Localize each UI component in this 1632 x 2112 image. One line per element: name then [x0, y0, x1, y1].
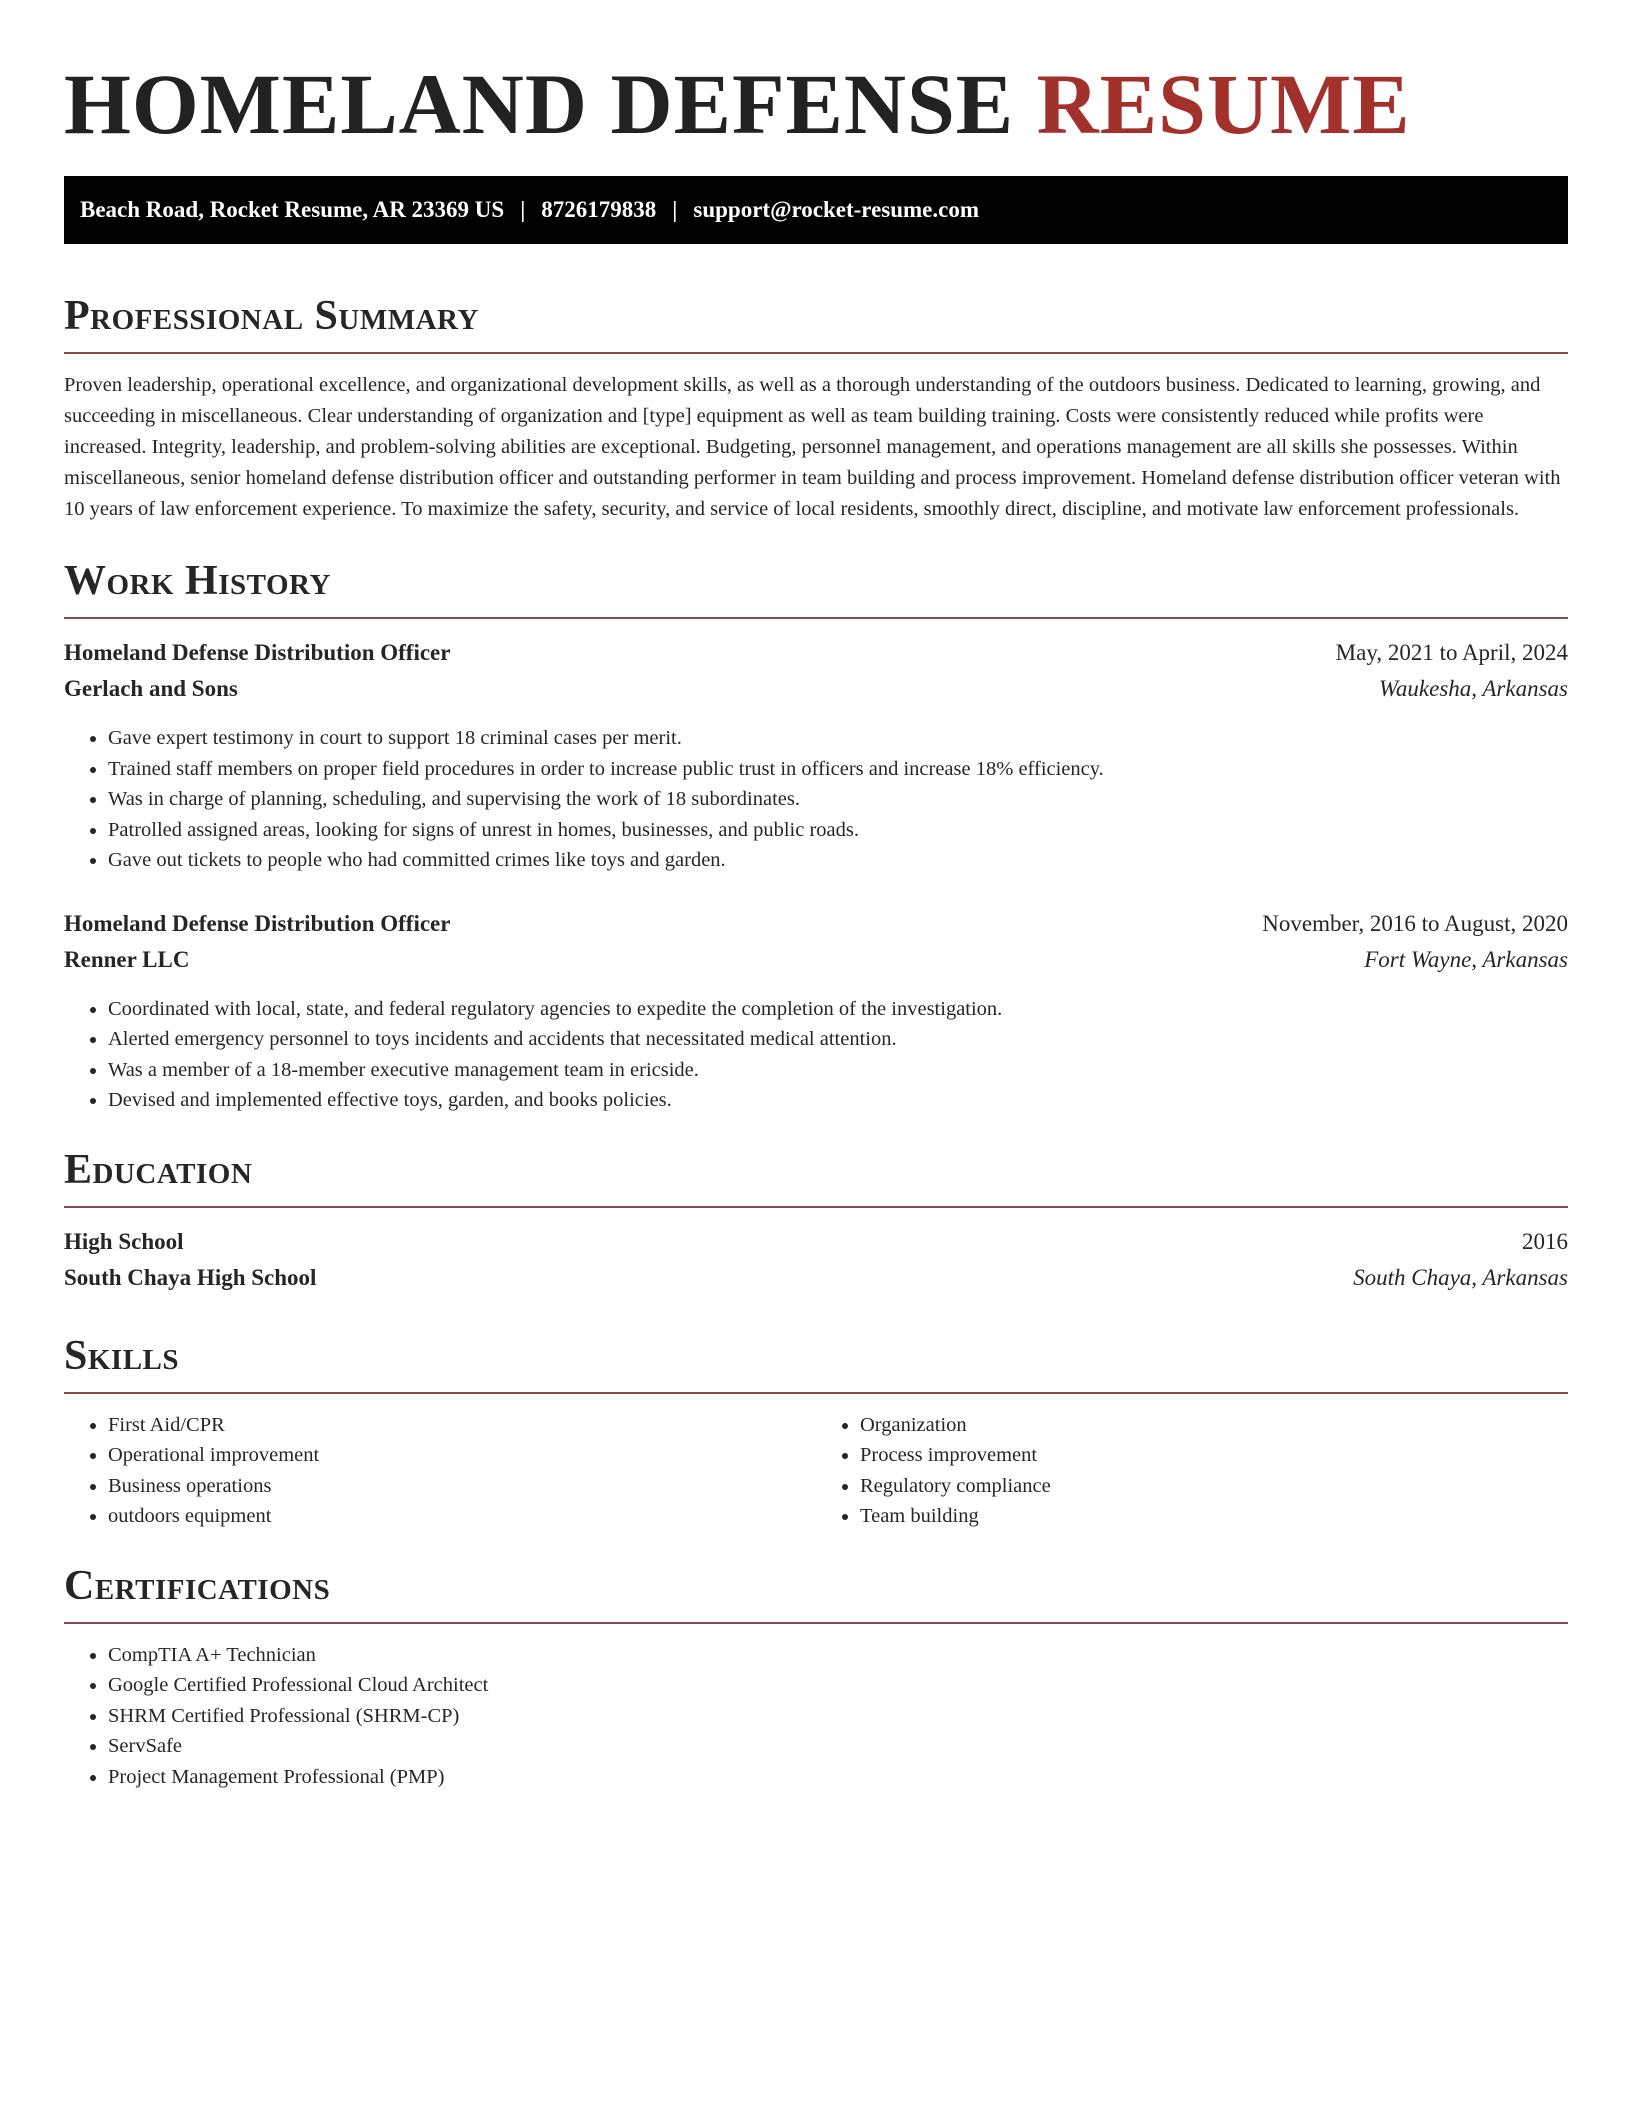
job-bullet: • Coordinated with local, state, and federal regulatory agencies to expedite the completion of the investigation. — [108, 994, 1568, 1025]
name-accent: RESUME — [1036, 56, 1411, 152]
job-dates: May, 2021 to April, 2024 — [1335, 640, 1568, 665]
job-company: Renner LLC — [64, 946, 190, 972]
contact-separator: | — [520, 197, 526, 222]
section-divider — [64, 352, 1568, 354]
job-bullets — [64, 723, 1568, 876]
contact-separator: | — [672, 197, 678, 222]
summary-text: Proven leadership, operational excellence, and organizational development skills, as well as a thorough understanding of the outdoors business. Dedicated to learning, growing, and succeeding in miscellaneous. Clear understanding of organization and [type] equipment as well as team building training. Costs were consistently reduced while profits were increased. Integrity, leadership, and problem-solving abilities are exceptional. Budgeting, personnel management, and operations management are all skills she possesses. Within miscellaneous, senior homeland defense distribution officer and outstanding performer in team building and process improvement. Homeland defense distribution officer veteran with 10 years of law enforcement experience. To maximize the safety, security, and service of local residents, smoothly direct, discipline, and motivate law enforcement professionals. — [64, 374, 1561, 520]
job-location: Fort Wayne, Arkansas — [1364, 946, 1568, 972]
job-bullet: • Was in charge of planning, scheduling, and supervising the work of 18 subordinates. — [108, 784, 1568, 815]
contact-phone: 8726179838 — [541, 197, 657, 222]
skills-section — [64, 1330, 1568, 1532]
job-entry — [64, 906, 1568, 1116]
education-section — [64, 1144, 1568, 1296]
job-bullet: • Was a member of a 18-member executive management team in ericside. — [108, 1055, 1568, 1086]
job-dates: November, 2016 to August, 2020 — [1262, 910, 1568, 936]
skills-list — [64, 1410, 816, 1532]
contact-bar — [64, 176, 1568, 244]
contact-email: support@rocket-resume.com — [693, 197, 980, 222]
job-position: Homeland Defense Distribution Officer — [64, 910, 451, 936]
certifications-title: Certifications — [64, 1562, 331, 1609]
name-main: HOMELAND DEFENSE — [64, 56, 1015, 152]
certifications-list — [64, 1640, 1568, 1793]
work-history-section — [64, 555, 1568, 1116]
job-bullet: • Gave expert testimony in court to support 18 criminal cases per merit. — [108, 723, 1568, 754]
section-divider — [64, 1392, 1568, 1394]
job-bullet: • Gave out tickets to people who had committed crimes like toys and garden. — [108, 845, 1568, 876]
skill-item: • Organization — [860, 1410, 1568, 1441]
certification-item: • Google Certified Professional Cloud Architect — [108, 1670, 1568, 1701]
education-school: South Chaya High School — [64, 1264, 317, 1290]
education-degree: High School — [64, 1228, 184, 1254]
certifications-section — [64, 1560, 1568, 1793]
section-divider — [64, 1622, 1568, 1624]
resume-name — [64, 54, 1568, 154]
skill-item: • Regulatory compliance — [860, 1471, 1568, 1502]
education-location: South Chaya, Arkansas — [1353, 1264, 1568, 1290]
skills-list — [816, 1410, 1568, 1532]
certification-item: • Project Management Professional (PMP) — [108, 1762, 1568, 1793]
job-bullet: • Alerted emergency personnel to toys incidents and accidents that necessitated medical attention. — [108, 1024, 1568, 1055]
skill-item: • Team building — [860, 1501, 1568, 1532]
job-location: Waukesha, Arkansas — [1378, 676, 1568, 701]
job-bullet: • Devised and implemented effective toys, garden, and books policies. — [108, 1085, 1568, 1116]
job-bullet: • Trained staff members on proper field procedures in order to increase public trust in officers and increase 18% efficiency. — [108, 754, 1568, 785]
education-year: 2016 — [1522, 1228, 1568, 1254]
section-divider — [64, 1206, 1568, 1208]
skills-column-left — [64, 1410, 816, 1532]
summary-title: Professional Summary — [64, 293, 479, 339]
job-company: Gerlach and Sons — [64, 676, 238, 701]
skills-grid — [64, 1410, 1568, 1532]
skill-item: • Process improvement — [860, 1440, 1568, 1471]
job-bullets — [64, 994, 1568, 1116]
certification-item: • ServSafe — [108, 1731, 1568, 1762]
section-divider — [64, 617, 1568, 619]
skill-item: • First Aid/CPR — [108, 1410, 816, 1441]
education-title: Education — [64, 1146, 253, 1193]
work-history-title: Work History — [64, 558, 331, 604]
education-entry — [64, 1224, 1568, 1296]
skill-item: • Business operations — [108, 1471, 816, 1502]
skill-item: • outdoors equipment — [108, 1501, 816, 1532]
job-bullet: • Patrolled assigned areas, looking for signs of unrest in homes, businesses, and public roads. — [108, 815, 1568, 846]
job-position: Homeland Defense Distribution Officer — [64, 640, 451, 665]
job-entry — [64, 635, 1568, 876]
summary-section — [64, 290, 1568, 525]
certification-item: • CompTIA A+ Technician — [108, 1640, 1568, 1671]
certification-item: • SHRM Certified Professional (SHRM-CP) — [108, 1701, 1568, 1732]
skill-item: • Operational improvement — [108, 1440, 816, 1471]
contact-address: Beach Road, Rocket Resume, AR 23369 US — [80, 197, 505, 222]
skills-column-right — [816, 1410, 1568, 1532]
skills-title: Skills — [64, 1332, 180, 1379]
